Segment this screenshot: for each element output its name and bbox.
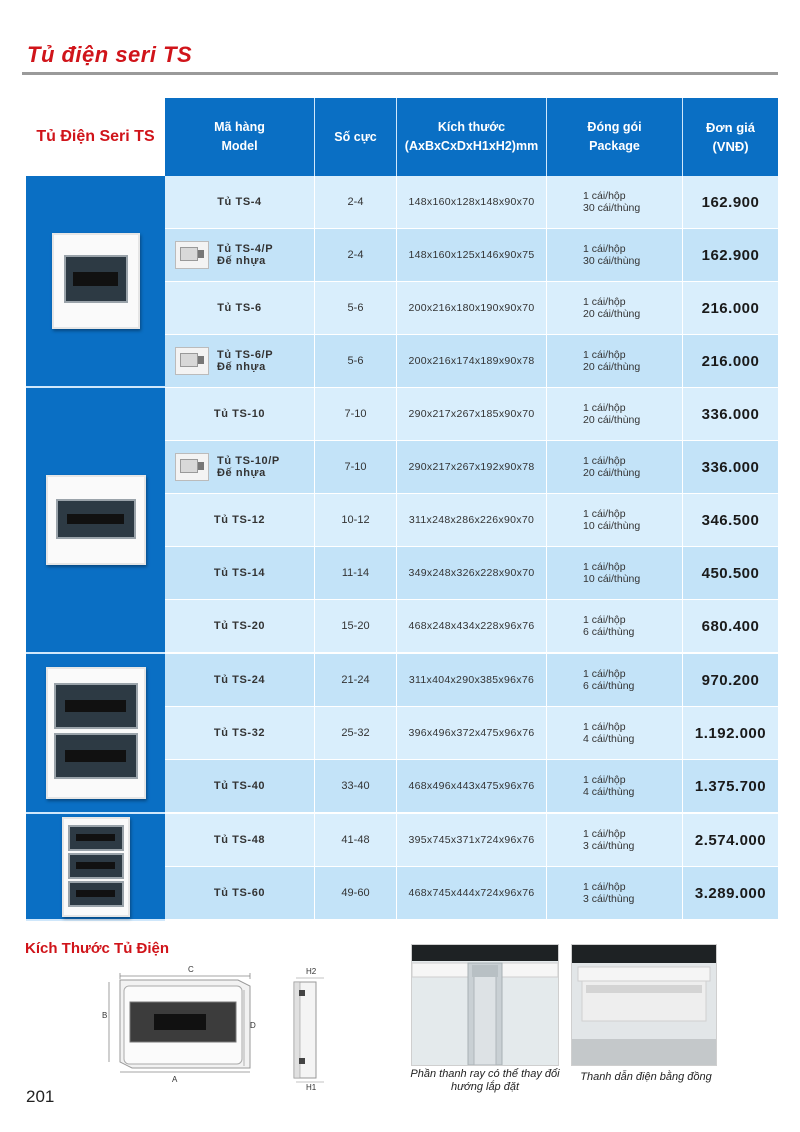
dimension-cell: 396x496x372x475x96x76 [397, 707, 547, 759]
header-price-en: (VNĐ) [712, 139, 749, 154]
header-price [683, 98, 778, 176]
table-row [165, 547, 778, 600]
poles-cell: 10-12 [315, 494, 397, 546]
header-dimensions [397, 98, 547, 176]
price-cell: 336.000 [701, 458, 760, 476]
poles-cell: 49-60 [315, 867, 397, 919]
product-image-cell-3 [26, 654, 165, 814]
page-title: Tủ điện seri TS [27, 42, 193, 67]
dim-label-c: C [188, 965, 194, 974]
package-cell [547, 760, 683, 812]
table-row [165, 654, 778, 707]
model-cell: Tủ TS-6 [165, 282, 315, 334]
dimension-cell: 311x404x290x385x96x76 [397, 654, 547, 706]
dim-label-d: D [250, 1021, 256, 1030]
dimension-cell: 148x160x125x146x90x75 [397, 229, 547, 281]
model-cell: Tủ TS-40 [165, 760, 315, 812]
header-pack-vi: Đóng gói [587, 120, 642, 134]
package-line-2: 10 cái/thùng [583, 520, 641, 532]
package-line-2: 30 cái/thùng [583, 255, 641, 267]
package-cell [547, 814, 683, 866]
table-row [165, 176, 778, 229]
header-package [547, 98, 683, 176]
table-row [165, 335, 778, 388]
poles-cell: 33-40 [315, 760, 397, 812]
package-cell [547, 547, 683, 599]
package-line-2: 20 cái/thùng [583, 308, 641, 320]
model-cell [165, 335, 315, 387]
base-thumbnail-image [175, 241, 209, 269]
header-model [165, 98, 315, 176]
package-line-1: 1 cái/hộp [583, 561, 626, 573]
base-thumbnail-image [175, 347, 209, 375]
package-cell [547, 654, 683, 706]
header-price-vi: Đơn giá [706, 120, 755, 135]
package-line-1: 1 cái/hộp [583, 296, 626, 308]
table-row [165, 229, 778, 282]
package-cell [547, 600, 683, 652]
price-cell: 336.000 [701, 405, 760, 423]
package-cell [547, 707, 683, 759]
dimension-cell: 200x216x180x190x90x70 [397, 282, 547, 334]
package-line-2: 20 cái/thùng [583, 467, 641, 479]
product-image-cell-4 [26, 814, 165, 921]
model-name: Tủ TS-10/P [217, 455, 280, 467]
dim-label-a: A [172, 1075, 178, 1084]
dimension-cell: 290x217x267x185x90x70 [397, 388, 547, 440]
product-image-cell-1 [26, 176, 165, 388]
package-line-1: 1 cái/hộp [583, 190, 626, 202]
package-line-2: 6 cái/thùng [583, 626, 635, 638]
header-pack-en: Package [589, 139, 640, 153]
package-line-2: 4 cái/thùng [583, 786, 635, 798]
header-model-en: Model [221, 139, 258, 153]
price-cell: 970.200 [701, 671, 760, 689]
base-thumbnail-image [175, 453, 209, 481]
dimension-cell: 468x248x434x228x96x76 [397, 600, 547, 652]
package-line-1: 1 cái/hộp [583, 774, 626, 786]
poles-cell: 11-14 [315, 547, 397, 599]
poles-cell: 25-32 [315, 707, 397, 759]
model-cell: Tủ TS-4 [165, 176, 315, 228]
table-row [165, 494, 778, 547]
table-row [165, 867, 778, 920]
price-cell: 680.400 [701, 617, 760, 635]
dim-label-b: B [102, 1011, 108, 1020]
model-name: Tủ TS-4/P [217, 243, 274, 255]
package-line-1: 1 cái/hộp [583, 828, 626, 840]
table-row [165, 282, 778, 335]
dimension-cell: 395x745x371x724x96x76 [397, 814, 547, 866]
package-cell [547, 282, 683, 334]
poles-cell: 21-24 [315, 654, 397, 706]
cabinet-double-image [46, 667, 146, 799]
poles-cell: 7-10 [315, 441, 397, 493]
package-line-2: 6 cái/thùng [583, 680, 635, 692]
dimension-cell: 468x745x444x724x96x76 [397, 867, 547, 919]
package-line-1: 1 cái/hộp [583, 455, 626, 467]
dimensions-section-title: Kích Thước Tủ Điện [25, 940, 170, 957]
package-line-1: 1 cái/hộp [583, 349, 626, 361]
package-line-2: 20 cái/thùng [583, 361, 641, 373]
poles-cell: 7-10 [315, 388, 397, 440]
copper-busbar-caption: Thanh dẫn điện bằng đồng [580, 1071, 712, 1083]
package-line-1: 1 cái/hộp [583, 721, 626, 733]
table-row [165, 441, 778, 494]
package-line-1: 1 cái/hộp [583, 881, 626, 893]
dimension-cell: 200x216x174x189x90x78 [397, 335, 547, 387]
model-cell: Tủ TS-10 [165, 388, 315, 440]
price-cell: 346.500 [701, 511, 760, 529]
table-row [165, 707, 778, 760]
price-table [26, 98, 778, 921]
dim-label-h1: H1 [306, 1083, 317, 1090]
package-cell [547, 176, 683, 228]
dimension-cell: 311x248x286x226x90x70 [397, 494, 547, 546]
price-cell: 1.375.700 [694, 777, 767, 795]
price-cell: 162.900 [701, 193, 760, 211]
package-line-2: 20 cái/thùng [583, 414, 641, 426]
model-sub: Đế nhựa [217, 467, 266, 479]
package-cell [547, 388, 683, 440]
package-line-2: 4 cái/thùng [583, 733, 635, 745]
package-line-1: 1 cái/hộp [583, 508, 626, 520]
model-cell: Tủ TS-48 [165, 814, 315, 866]
model-cell: Tủ TS-14 [165, 547, 315, 599]
model-cell [165, 441, 315, 493]
table-row [165, 388, 778, 441]
package-cell [547, 335, 683, 387]
cabinet-triple-image [62, 817, 130, 917]
page-number: 201 [26, 1087, 55, 1106]
table-corner-label: Tủ Điện Seri TS [26, 98, 165, 176]
header-poles-label: Số cực [334, 129, 377, 144]
package-cell [547, 229, 683, 281]
package-line-1: 1 cái/hộp [583, 243, 626, 255]
model-name: Tủ TS-6/P [217, 349, 274, 361]
model-cell [165, 229, 315, 281]
header-dim-vi: Kích thước [437, 120, 506, 134]
dimension-cell: 468x496x443x475x96x76 [397, 760, 547, 812]
model-cell: Tủ TS-32 [165, 707, 315, 759]
header-poles [315, 98, 397, 176]
dimension-cell: 290x217x267x192x90x78 [397, 441, 547, 493]
price-cell: 450.500 [701, 564, 760, 582]
package-cell [547, 441, 683, 493]
package-line-1: 1 cái/hộp [583, 402, 626, 414]
poles-cell: 41-48 [315, 814, 397, 866]
dimension-cell: 349x248x326x228x90x70 [397, 547, 547, 599]
poles-cell: 2-4 [315, 229, 397, 281]
package-cell [547, 494, 683, 546]
table-row [165, 760, 778, 813]
table-row [165, 600, 778, 653]
model-sub: Đế nhựa [217, 255, 266, 267]
package-line-2: 30 cái/thùng [583, 202, 641, 214]
din-rail-caption: Phần thanh ray có thể thay đổi hướng lắp đặt [410, 1068, 560, 1093]
package-line-2: 3 cái/thùng [583, 893, 635, 905]
package-line-1: 1 cái/hộp [583, 614, 626, 626]
title-divider [22, 72, 778, 75]
price-cell: 3.289.000 [694, 884, 767, 902]
package-line-2: 10 cái/thùng [583, 573, 641, 585]
cabinet-dimension-diagram [100, 958, 370, 1090]
price-cell: 2.574.000 [694, 831, 767, 849]
price-cell: 216.000 [701, 299, 760, 317]
poles-cell: 15-20 [315, 600, 397, 652]
model-sub: Đế nhựa [217, 361, 266, 373]
dim-label-h2: H2 [306, 967, 317, 976]
header-dim-en: (AxBxCxDxH1xH2)mm [404, 139, 539, 153]
cabinet-small-image [52, 233, 140, 329]
copper-busbar-photo [571, 944, 717, 1066]
poles-cell: 5-6 [315, 282, 397, 334]
model-cell: Tủ TS-60 [165, 867, 315, 919]
header-model-vi: Mã hàng [214, 120, 265, 134]
cabinet-medium-image [46, 475, 146, 565]
price-cell: 1.192.000 [694, 724, 767, 742]
dimension-cell: 148x160x128x148x90x70 [397, 176, 547, 228]
model-cell: Tủ TS-20 [165, 600, 315, 652]
model-cell: Tủ TS-24 [165, 654, 315, 706]
din-rail-photo [411, 944, 559, 1066]
package-line-1: 1 cái/hộp [583, 668, 626, 680]
package-line-2: 3 cái/thùng [583, 840, 635, 852]
table-row [165, 814, 778, 867]
model-cell: Tủ TS-12 [165, 494, 315, 546]
price-cell: 216.000 [701, 352, 760, 370]
poles-cell: 5-6 [315, 335, 397, 387]
poles-cell: 2-4 [315, 176, 397, 228]
product-image-cell-2 [26, 388, 165, 654]
price-cell: 162.900 [701, 246, 760, 264]
package-cell [547, 867, 683, 919]
